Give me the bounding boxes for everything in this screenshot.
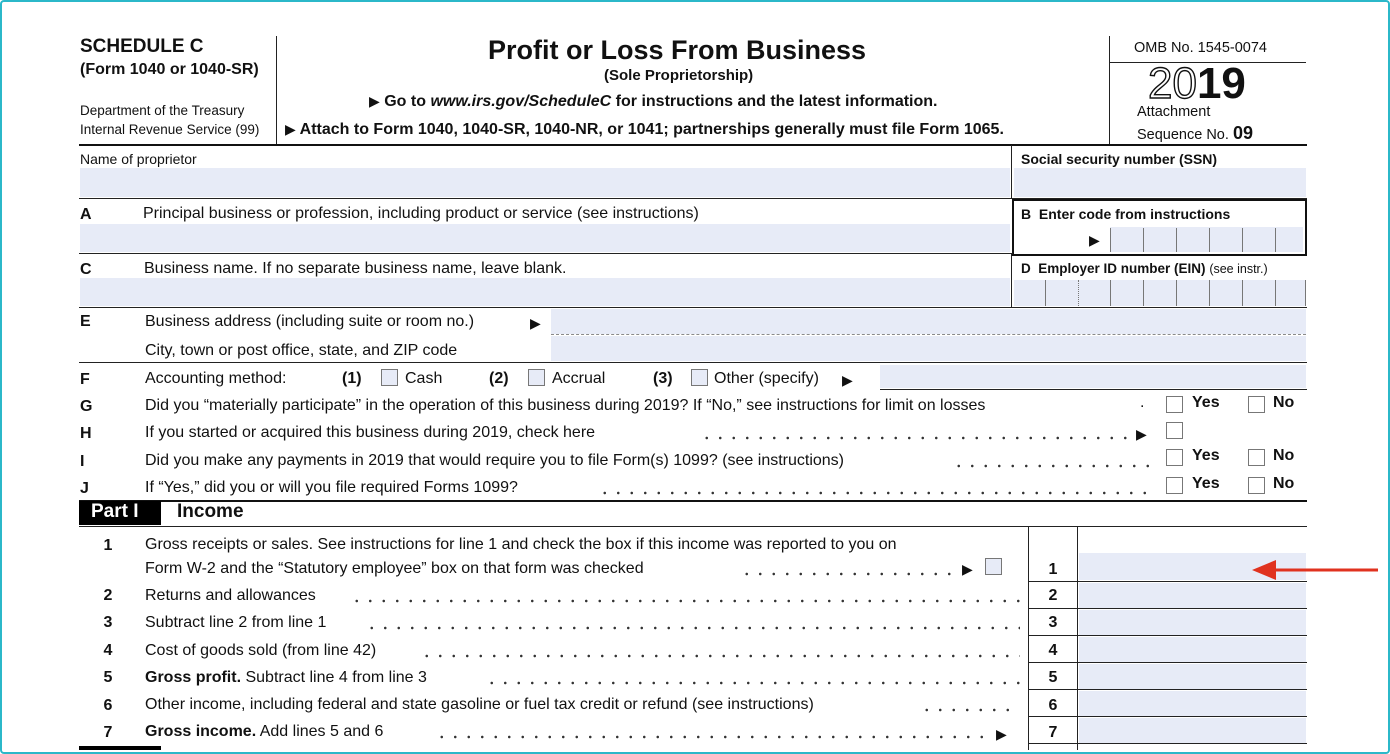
arrow-right-icon: ▶	[1136, 426, 1147, 442]
filed-1099-yes-checkbox[interactable]	[1166, 477, 1183, 494]
line-3-number: 3	[103, 614, 113, 631]
leader-dots	[952, 462, 1152, 470]
line-g-label: Did you “materially participate” in the operation of this business during 2019? If “No,” see instructions for limit on losses	[145, 397, 986, 414]
accrual-label: Accrual	[552, 370, 606, 387]
leader-dot: .	[1140, 394, 1145, 411]
line-4-number: 4	[103, 642, 113, 659]
sequence-label: Sequence No. 09	[1137, 123, 1253, 143]
subtract-line-3-amount[interactable]	[1079, 610, 1306, 635]
line-1-box-number: 1	[1048, 561, 1058, 578]
header-divider-left	[276, 36, 277, 144]
ssn-divider	[1011, 145, 1012, 198]
arrow-right-icon: ▶	[962, 561, 973, 577]
omb-number: OMB No. 1545-0074	[1134, 40, 1267, 56]
arrow-right-icon: ▶	[842, 372, 853, 388]
arrow-right-icon: ▶	[996, 726, 1007, 742]
line-2-text: Returns and allowances	[145, 587, 316, 604]
line-5-text: Gross profit. Subtract line 4 from line 3	[145, 669, 427, 686]
code-cell-divider	[1143, 228, 1144, 252]
ein-cell-divider	[1143, 280, 1144, 306]
leader-dots	[365, 624, 1020, 632]
ein-cell-divider	[1275, 280, 1276, 306]
leader-dots	[485, 679, 1020, 687]
instruction-line-1: ▶ Go to www.irs.gov/ScheduleC for instructions and the latest information.	[369, 93, 938, 110]
option-3-number: (3)	[653, 370, 673, 387]
proprietor-name-label: Name of proprietor	[80, 151, 197, 167]
participate-yes-checkbox[interactable]	[1166, 396, 1183, 413]
line-h-label: If you started or acquired this business during 2019, check here	[145, 424, 596, 441]
business-name-field[interactable]	[80, 278, 1010, 306]
line-c-letter: C	[80, 261, 92, 278]
form-subtitle: (Sole Proprietorship)	[604, 67, 754, 84]
line-j-label: If “Yes,” did you or will you file required Forms 1099?	[145, 479, 518, 496]
amount-row-rule	[1028, 689, 1307, 690]
ein-cell-divider	[1176, 280, 1177, 306]
principal-business-field[interactable]	[80, 224, 1010, 252]
ssn-field[interactable]	[1014, 168, 1306, 197]
line-d-label: D Employer ID number (EIN) (see instr.)	[1021, 261, 1268, 276]
line-4-box-number: 4	[1048, 642, 1058, 659]
line-j-letter: J	[80, 480, 89, 497]
other-method-specify-field[interactable]	[880, 365, 1306, 388]
line-f-letter: F	[80, 371, 90, 388]
line-1-text-a: Gross receipts or sales. See instructions for line 1 and check the box if this income was reported to you on	[145, 536, 897, 553]
city-state-zip-field[interactable]	[551, 336, 1306, 361]
code-cell-divider	[1275, 228, 1276, 252]
business-address-field[interactable]	[551, 309, 1306, 334]
line-a-letter: A	[80, 206, 92, 223]
line-5-box-number: 5	[1048, 669, 1058, 686]
ein-cell-divider	[1242, 280, 1243, 306]
code-cell-divider	[1242, 228, 1243, 252]
line-e-label-1: Business address (including suite or room no.)	[145, 313, 475, 330]
row-rule-c	[79, 307, 1307, 308]
form-title: Profit or Loss From Business	[488, 35, 867, 65]
part-1-title: Income	[177, 501, 244, 522]
address-dashed-rule	[551, 334, 1306, 335]
line-g-letter: G	[80, 398, 93, 415]
cash-checkbox[interactable]	[381, 369, 398, 386]
line-i-label: Did you make any payments in 2019 that would require you to file Form(s) 1099? (see instructions)	[145, 452, 845, 469]
ein-cell-divider	[1110, 280, 1111, 306]
row-rule-a	[79, 253, 1013, 254]
line-7-box-number: 7	[1048, 724, 1058, 741]
specify-rule	[880, 389, 1307, 390]
ssn-label: Social security number (SSN)	[1021, 151, 1218, 167]
ein-divider	[1011, 254, 1012, 307]
line-a-label: Principal business or profession, including product or service (see instructions)	[143, 205, 699, 222]
schedule-c-url[interactable]: www.irs.gov/ScheduleC	[430, 93, 612, 110]
proprietor-name-field[interactable]	[80, 168, 1010, 197]
accounting-method-label: Accounting method:	[145, 370, 287, 387]
filed-1099-no-label: No	[1273, 475, 1295, 492]
leader-dots	[350, 597, 1020, 605]
participate-no-checkbox[interactable]	[1248, 396, 1265, 413]
line-i-letter: I	[80, 453, 85, 470]
other-income-amount[interactable]	[1079, 691, 1306, 716]
amount-row-rule	[1028, 608, 1307, 609]
gross-profit-amount[interactable]	[1079, 664, 1306, 689]
filed-1099-no-checkbox[interactable]	[1248, 477, 1265, 494]
dept-line-2: Internal Revenue Service (99)	[80, 122, 260, 137]
attachment-label: Attachment	[1137, 104, 1211, 120]
option-1-number: (1)	[342, 370, 362, 387]
line-h-letter: H	[80, 425, 92, 442]
instruction-line-2: ▶ Attach to Form 1040, 1040-SR, 1040-NR, or 1041; partnerships generally must file Form 1065.	[285, 121, 1004, 138]
part-1-tag: Part I	[91, 501, 139, 522]
line-c-label: Business name. If no separate business name, leave blank.	[144, 260, 567, 277]
leader-dots	[435, 733, 985, 741]
header-bottom-rule	[79, 144, 1307, 146]
line-4-text: Cost of goods sold (from line 42)	[145, 642, 377, 659]
line-6-box-number: 6	[1048, 697, 1058, 714]
part-1-top-rule	[79, 500, 1307, 502]
arrow-right-icon: ▶	[530, 315, 541, 331]
line-7-number: 7	[103, 724, 113, 741]
form-1099-yes-label: Yes	[1192, 447, 1220, 464]
returns-amount[interactable]	[1079, 583, 1306, 608]
leader-dots	[920, 706, 1020, 714]
tax-year: 2019	[1148, 59, 1246, 108]
started-acquired-checkbox[interactable]	[1166, 422, 1183, 439]
line-e-letter: E	[80, 313, 91, 330]
form-1099-yes-checkbox[interactable]	[1166, 449, 1183, 466]
leader-dots	[598, 489, 1152, 497]
line-7-text: Gross income. Add lines 5 and 6	[145, 723, 384, 740]
line-1-number: 1	[103, 537, 113, 554]
arrow-right-icon: ▶	[1089, 232, 1100, 248]
other-method-checkbox[interactable]	[691, 369, 708, 386]
line-e-label-2: City, town or post office, state, and ZIP code	[145, 342, 458, 359]
cogs-amount[interactable]	[1079, 637, 1306, 662]
ein-cell-divider	[1045, 280, 1046, 306]
dept-line-1: Department of the Treasury	[80, 103, 245, 118]
code-cell-divider	[1176, 228, 1177, 252]
leader-dots	[740, 570, 955, 578]
line-2-number: 2	[103, 587, 113, 604]
leader-dots	[700, 434, 1130, 442]
line-3-text: Subtract line 2 from line 1	[145, 614, 327, 631]
line-5-number: 5	[103, 669, 113, 686]
form-1099-no-label: No	[1273, 447, 1295, 464]
amount-row-rule	[1028, 662, 1307, 663]
line-3-box-number: 3	[1048, 614, 1058, 631]
leader-dots	[420, 652, 1020, 660]
line-6-text: Other income, including federal and state gasoline or fuel tax credit or refund (see instructions)	[145, 696, 814, 713]
amount-row-rule	[1028, 716, 1307, 717]
gross-income-amount[interactable]	[1079, 718, 1306, 743]
participate-no-label: No	[1273, 394, 1295, 411]
option-2-number: (2)	[489, 370, 509, 387]
code-cell-divider	[1209, 228, 1210, 252]
arrow-right-icon: ▶	[369, 93, 380, 109]
accrual-checkbox[interactable]	[528, 369, 545, 386]
ein-cell-divider	[1209, 280, 1210, 306]
line-6-number: 6	[103, 697, 113, 714]
schedule-title: SCHEDULE C	[80, 36, 204, 57]
line-2-box-number: 2	[1048, 587, 1058, 604]
line-1-text-b: Form W-2 and the “Statutory employee” box on that form was checked	[145, 560, 644, 577]
filed-1099-yes-label: Yes	[1192, 475, 1220, 492]
part-1-bottom-rule	[79, 526, 1307, 527]
part-2-tag-edge	[79, 746, 161, 750]
arrow-right-icon: ▶	[285, 121, 296, 137]
ein-cell-divider	[1305, 280, 1306, 306]
amount-row-rule	[1028, 635, 1307, 636]
code-cell-divider	[1110, 228, 1111, 252]
amount-row-rule	[1028, 743, 1307, 744]
row-rule-e	[79, 362, 1307, 363]
form-reference: (Form 1040 or 1040-SR)	[80, 61, 259, 78]
header-divider-right	[1109, 36, 1110, 144]
ein-field[interactable]	[1014, 280, 1306, 306]
ein-cell-divider	[1078, 280, 1079, 306]
statutory-employee-checkbox[interactable]	[985, 558, 1002, 575]
cash-label: Cash	[405, 370, 443, 387]
form-1099-no-checkbox[interactable]	[1248, 449, 1265, 466]
line-b-label: B Enter code from instructions	[1021, 206, 1231, 222]
red-annotation-arrow-icon	[1248, 558, 1380, 582]
participate-yes-label: Yes	[1192, 394, 1220, 411]
other-method-label: Other (specify)	[714, 370, 819, 387]
